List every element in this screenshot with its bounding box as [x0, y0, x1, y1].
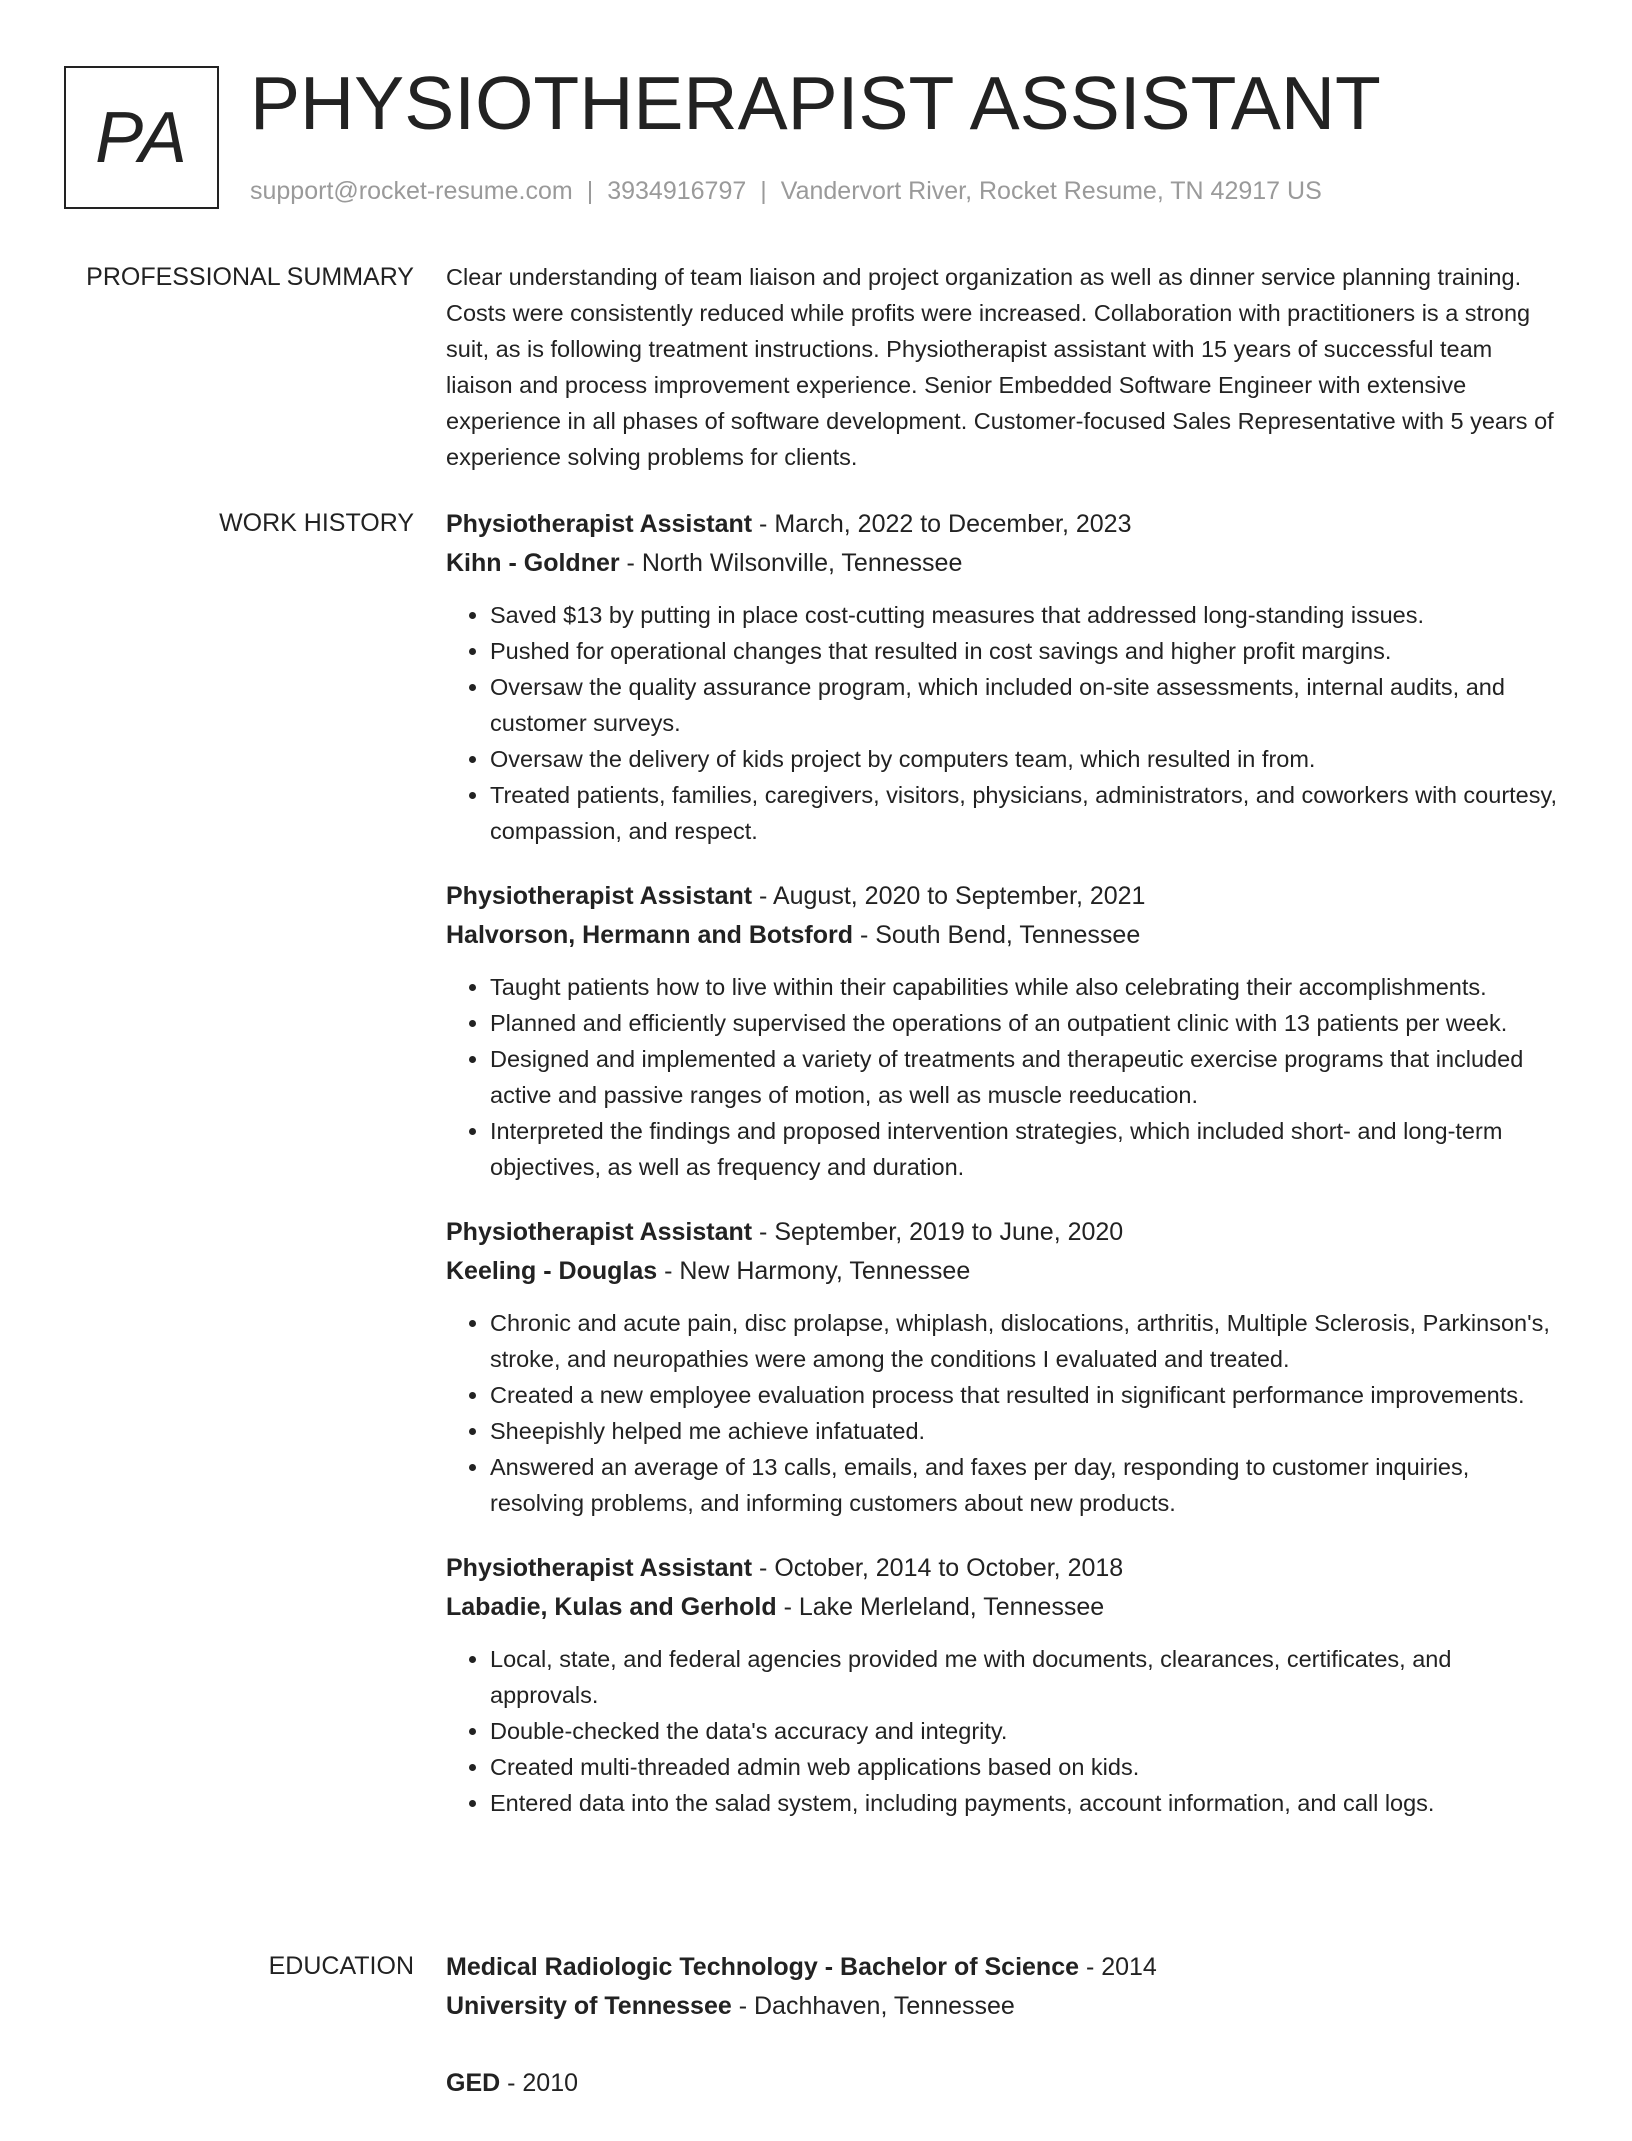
job-bullet: • Interpreted the findings and proposed intervention strategies, which included short- and long-term objectives, as well as frequency and duration. — [490, 1113, 1562, 1185]
job-bullets — [446, 969, 1562, 1185]
education-location: - Dachhaven, Tennessee — [731, 1992, 1015, 2020]
job-bullet: • Saved $13 by putting in place cost-cutting measures that addressed long-standing issues. — [490, 597, 1562, 633]
job-location: - North Wilsonville, Tennessee — [619, 549, 963, 577]
job-bullet: • Double-checked the data's accuracy and integrity. — [490, 1713, 1562, 1749]
section-label-education: EDUCATION — [268, 1952, 414, 1980]
work-history-body — [446, 505, 1562, 1849]
job-bullet: • Answered an average of 13 calls, emails, and faxes per day, responding to customer inquiries, resolving problems, and informing customers about new products. — [490, 1449, 1562, 1521]
education-school: University of Tennessee — [446, 1992, 732, 2020]
job-title-line — [446, 1213, 1562, 1252]
job-bullet: • Treated patients, families, caregivers, visitors, physicians, administrators, and coworkers with courtesy, compassion, and respect. — [490, 777, 1562, 849]
job-bullets — [446, 1641, 1562, 1821]
job-bullet: • Pushed for operational changes that resulted in cost savings and higher profit margins. — [490, 633, 1562, 669]
education-body — [446, 1948, 1562, 2141]
contact-phone[interactable]: 3934916797 — [607, 177, 747, 205]
initials-monogram — [64, 66, 219, 209]
job-bullet: • Taught patients how to live within their capabilities while also celebrating their accomplishments. — [490, 969, 1562, 1005]
job-entry — [446, 877, 1562, 1185]
job-bullet: • Designed and implemented a variety of treatments and therapeutic exercise programs that included active and passive ranges of motion, as well as muscle reeducation. — [490, 1041, 1562, 1113]
job-bullet: • Oversaw the quality assurance program, which included on-site assessments, internal audits, and customer surveys. — [490, 669, 1562, 741]
contact-separator: | — [586, 177, 594, 205]
job-bullet: • Oversaw the delivery of kids project by computers team, which resulted in from. — [490, 741, 1562, 777]
job-title-line — [446, 1549, 1562, 1588]
contact-separator: | — [760, 177, 767, 205]
job-bullet: • Local, state, and federal agencies provided me with documents, clearances, certificates, and approvals. — [490, 1641, 1562, 1713]
education-school-line — [446, 1987, 1562, 2026]
job-company-line — [446, 1252, 1562, 1291]
summary-body — [446, 259, 1562, 475]
education-degree-line — [446, 1948, 1562, 1987]
job-company: Halvorson, Hermann and Botsford — [446, 921, 853, 949]
job-location: - Lake Merleland, Tennessee — [776, 1593, 1105, 1621]
education-year: - 2010 — [500, 2069, 579, 2097]
job-company-line — [446, 1588, 1562, 1627]
education-entry — [446, 1948, 1562, 2026]
job-bullet: • Planned and efficiently supervised the operations of an outpatient clinic with 13 patients per week. — [490, 1005, 1562, 1041]
job-location: - New Harmony, Tennessee — [657, 1257, 971, 1285]
education-degree-line — [446, 2064, 1562, 2103]
job-bullet: • Entered data into the salad system, including payments, account information, and call logs. — [490, 1785, 1562, 1821]
education-year: - 2014 — [1079, 1953, 1157, 1981]
job-dates: - August, 2020 to September, 2021 — [752, 882, 1146, 910]
contact-email[interactable]: support@rocket-resume.com — [250, 177, 573, 205]
candidate-name: PHYSIOTHERAPIST ASSISTANT — [250, 61, 1381, 145]
contact-line — [250, 174, 1322, 208]
job-dates: - October, 2014 to October, 2018 — [752, 1554, 1124, 1582]
education-entry — [446, 2064, 1562, 2103]
job-dates: - September, 2019 to June, 2020 — [752, 1218, 1124, 1246]
job-title: Physiotherapist Assistant — [446, 1554, 753, 1582]
job-company: Kihn - Goldner — [446, 549, 620, 577]
job-title: Physiotherapist Assistant — [446, 882, 753, 910]
job-bullet: • Created multi-threaded admin web applications based on kids. — [490, 1749, 1562, 1785]
section-label-work-history: WORK HISTORY — [219, 509, 414, 537]
section-label-summary: PROFESSIONAL SUMMARY — [86, 263, 414, 291]
job-entry — [446, 505, 1562, 849]
job-bullets — [446, 597, 1562, 849]
job-entry — [446, 1549, 1562, 1821]
job-title: Physiotherapist Assistant — [446, 510, 753, 538]
education-degree: Medical Radiologic Technology - Bachelor of Science — [446, 1953, 1079, 1981]
job-title-line — [446, 877, 1562, 916]
job-dates: - March, 2022 to December, 2023 — [752, 510, 1132, 538]
job-company-line — [446, 544, 1562, 583]
education-degree: GED — [446, 2069, 501, 2097]
initials-text: PA — [95, 97, 188, 178]
job-title-line — [446, 505, 1562, 544]
job-bullets — [446, 1305, 1562, 1521]
job-bullet: • Chronic and acute pain, disc prolapse, whiplash, dislocations, arthritis, Multiple Sclerosis, Parkinson's, stroke, and neuropathies were among the conditions I evaluated and treated. — [490, 1305, 1562, 1377]
job-company: Keeling - Douglas — [446, 1257, 658, 1285]
job-company-line — [446, 916, 1562, 955]
job-location: - South Bend, Tennessee — [853, 921, 1141, 949]
contact-address: Vandervort River, Rocket Resume, TN 42917 US — [780, 177, 1322, 205]
job-entry — [446, 1213, 1562, 1521]
job-title: Physiotherapist Assistant — [446, 1218, 753, 1246]
job-company: Labadie, Kulas and Gerhold — [446, 1593, 777, 1621]
summary-text: Clear understanding of team liaison and project organization as well as dinner service planning training. Costs were consistently reduced while profits were increased. Collaboration with practitioners is a strong suit, as is following treatment instructions. Physiotherapist assistant with 15 years of successful team liaison and process improvement experience. Senior Embedded Software Engineer with extensive experience in all phases of software development. Customer-focused Sales Representative with 5 years of experience solving problems for clients. — [446, 264, 1554, 470]
job-bullet: • Created a new employee evaluation process that resulted in significant performance improvements. — [490, 1377, 1562, 1413]
job-bullet: • Sheepishly helped me achieve infatuated. — [490, 1413, 1562, 1449]
